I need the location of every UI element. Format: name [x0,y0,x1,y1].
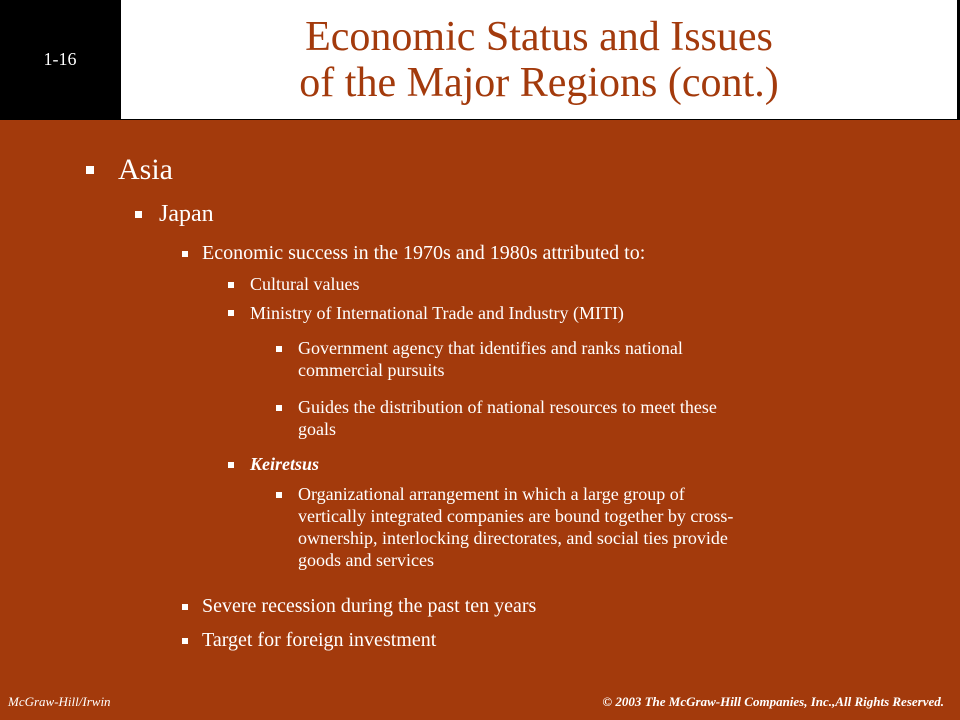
bullet-miti-guides [298,396,717,440]
bullet-miti-agency [298,337,683,381]
miti-agency-line-2: commercial pursuits [298,360,445,380]
bullet-icon [86,166,94,174]
miti-agency-line-1: Government agency that identifies and ranks national [298,338,683,358]
bullet-keiretsus: Keiretsus [250,454,320,474]
bullet-asia: Asia [118,153,173,186]
title-box [121,0,957,119]
bullet-economic-success: Economic success in the 1970s and 1980s attributed to: [202,242,646,264]
bullet-icon [276,346,282,352]
slide-number: 1-16 [43,48,77,69]
title-line-1: Economic Status and Issues [305,13,773,60]
bullet-icon [228,310,234,316]
bullet-miti: Ministry of International Trade and Industry (MITI) [250,303,624,323]
keiretsus-line-4: goods and services [298,550,434,570]
miti-guides-line-1: Guides the distribution of national resources to meet these [298,397,717,417]
bullet-japan: Japan [159,201,214,227]
bullet-recession: Severe recession during the past ten years [202,595,537,617]
bullet-keiretsus-definition [298,483,733,571]
bullet-icon [182,251,188,257]
bullet-icon [276,405,282,411]
miti-guides-line-2: goals [298,419,336,439]
keiretsus-line-2: vertically integrated companies are bound together by cross- [298,506,734,526]
bullet-icon [182,638,188,644]
bullet-foreign-investment: Target for foreign investment [202,629,437,651]
bullet-icon [228,282,234,288]
bullet-cultural-values: Cultural values [250,274,360,294]
bullet-icon [182,604,188,610]
title-line-2: of the Major Regions (cont.) [299,59,779,106]
footer-publisher: McGraw-Hill/Irwin [8,694,111,709]
keiretsus-line-1: Organizational arrangement in which a large group of [298,484,685,504]
slide-body [0,120,960,690]
bullet-icon [135,211,142,218]
keiretsus-line-3: ownership, interlocking directorates, and social ties provide [298,528,728,548]
bullet-icon [276,492,282,498]
bullet-icon [228,462,234,468]
footer-copyright: © 2003 The McGraw-Hill Companies, Inc.,All Rights Reserved. [602,694,944,709]
